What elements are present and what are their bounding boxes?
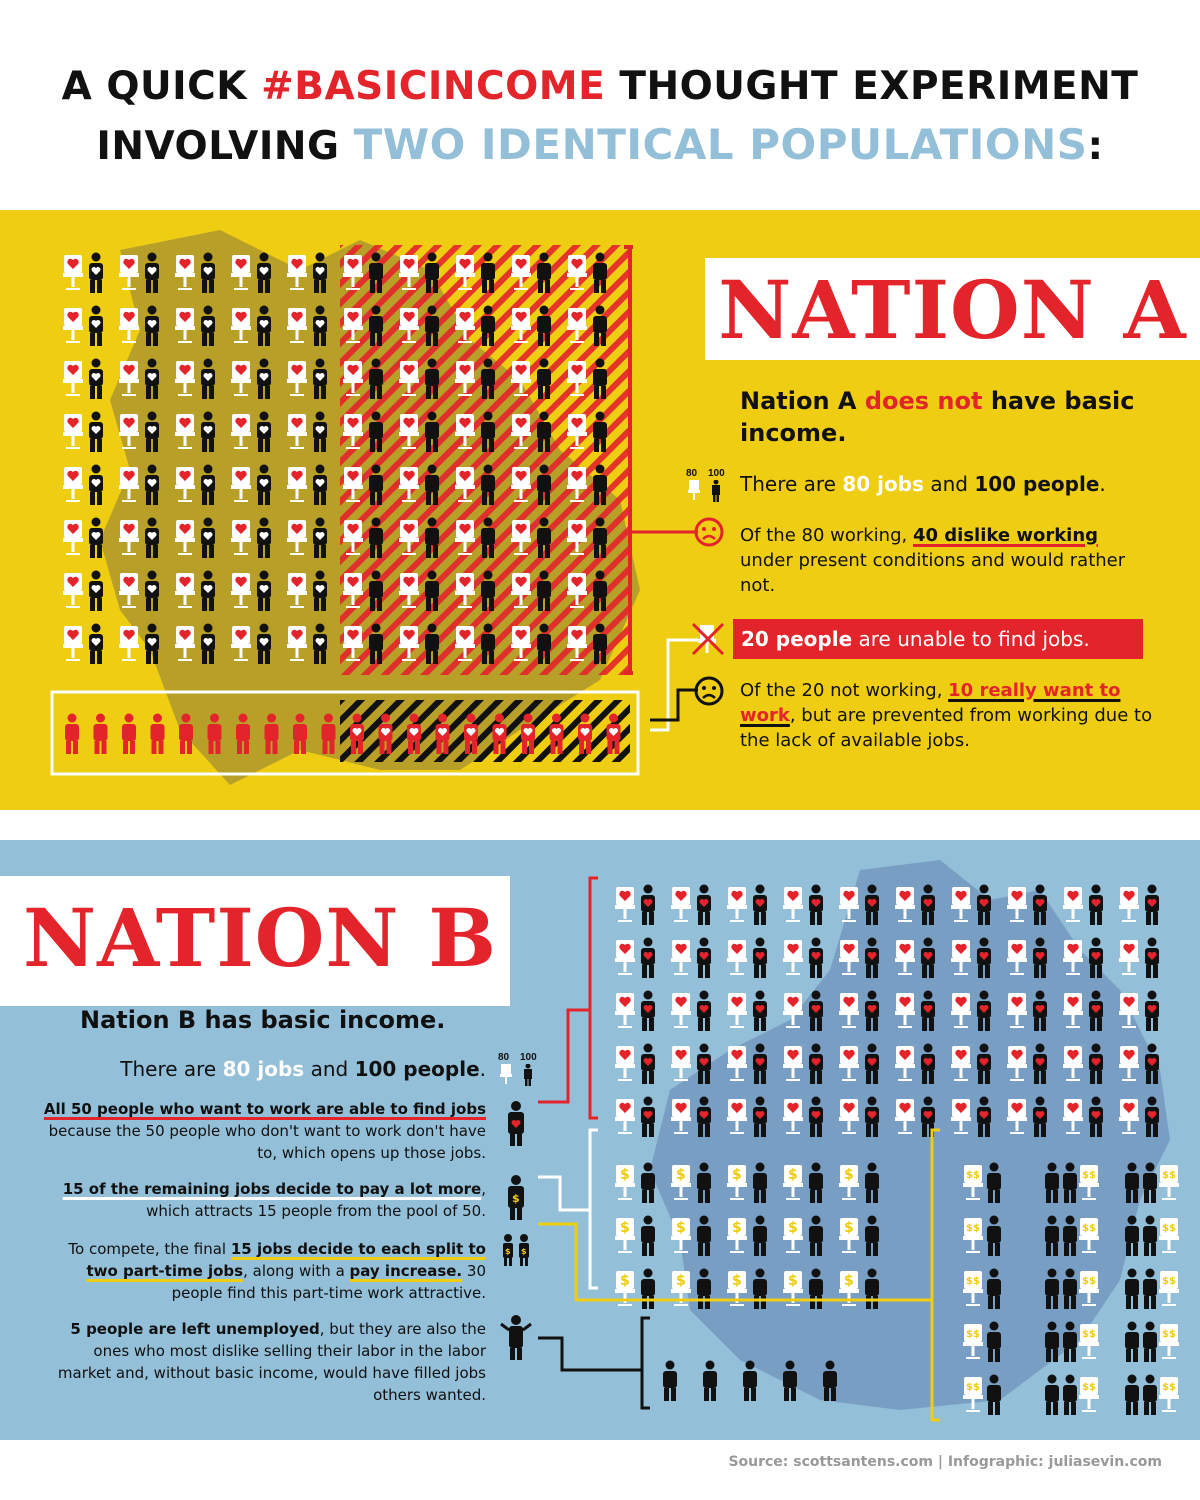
svg-text:$$: $$ [1162, 1329, 1176, 1340]
chair-icon [175, 626, 195, 660]
nation-b-heading: NATION B [22, 891, 498, 985]
svg-text:$: $ [620, 1167, 630, 1183]
chair-icon [119, 255, 139, 289]
chair-icon [63, 573, 83, 607]
chair-icon [63, 626, 83, 660]
svg-text:$$: $$ [1082, 1329, 1096, 1340]
person-icon [201, 306, 215, 347]
person-icon [322, 714, 336, 755]
svg-text:$: $ [620, 1273, 630, 1289]
chair-icon [63, 255, 83, 289]
svg-text:$: $ [676, 1167, 686, 1183]
person-icon [257, 571, 271, 612]
chair-icon [287, 520, 307, 554]
person-icon [987, 1322, 1001, 1363]
person-icon [1125, 1375, 1139, 1416]
person-icon [1125, 1322, 1139, 1363]
person-icon [1089, 1044, 1103, 1085]
svg-text:$: $ [732, 1220, 742, 1236]
nation-b-panel [0, 840, 1200, 1440]
chair-icon [119, 520, 139, 554]
person-icon [89, 624, 103, 665]
nation-b-connectors [530, 870, 970, 1430]
svg-text:$$: $$ [1082, 1223, 1096, 1234]
chair-icon [1063, 940, 1083, 974]
nation-a-lead: Nation A does not have basic income. [740, 387, 1135, 447]
person-icon [977, 885, 991, 926]
chair-icon [287, 308, 307, 342]
person-icon [313, 253, 327, 294]
chair-icon [119, 467, 139, 501]
chair-icon [1079, 1165, 1099, 1199]
person-icon [145, 306, 159, 347]
person-icon [1063, 1163, 1077, 1204]
person-icon [1089, 991, 1103, 1032]
chair-icon [1007, 993, 1027, 1027]
svg-text:$: $ [788, 1167, 798, 1183]
person-icon [1125, 1216, 1139, 1257]
person-icon [236, 714, 250, 755]
chair-icon [231, 308, 251, 342]
chair-icon [1159, 1377, 1179, 1411]
chair-icon [175, 255, 195, 289]
chair-icon [119, 308, 139, 342]
nation-b-lead: Nation B has basic income. [80, 1006, 446, 1034]
chair-icon [231, 467, 251, 501]
person-icon [987, 1375, 1001, 1416]
person-icon [1145, 1044, 1159, 1085]
chair-icon [119, 626, 139, 660]
person-icon [987, 1216, 1001, 1257]
page-title [0, 58, 1200, 176]
person-icon [1063, 1375, 1077, 1416]
crossed-chair-icon [690, 621, 726, 657]
person-icon [1045, 1269, 1059, 1310]
person-icon [145, 518, 159, 559]
nation-a-unemployed-row [50, 690, 650, 780]
chair-icon [231, 255, 251, 289]
person-icon [313, 465, 327, 506]
nation-a-jobs-grid [58, 245, 648, 680]
chair-icon [1119, 1099, 1139, 1133]
person-icon [1063, 1216, 1077, 1257]
chair-icon [231, 573, 251, 607]
person-icon [1145, 991, 1159, 1032]
person-icon [313, 359, 327, 400]
nation-a-unable-banner: 20 people are unable to find jobs. [733, 619, 1143, 659]
person-icon [179, 714, 193, 755]
chair-icon [175, 573, 195, 607]
person-icon [145, 412, 159, 453]
nation-b-paragraph-1: All 50 people who want to work are able to find jobs because the 50 people who don't want to work don't have to, which opens up those jobs. [43, 1100, 486, 1162]
chair-icon [1079, 1377, 1099, 1411]
person-icon [257, 624, 271, 665]
chair-icon [1007, 940, 1027, 974]
chair-icon [1063, 1046, 1083, 1080]
chair-person-icon [686, 480, 734, 502]
person-icon [313, 412, 327, 453]
person-icon [94, 714, 108, 755]
jobs-people-icon: 80 100 [498, 1052, 546, 1086]
chair-icon [119, 573, 139, 607]
person-icon [257, 465, 271, 506]
chair-icon [1063, 1099, 1083, 1133]
person-icon [89, 412, 103, 453]
svg-text:$: $ [521, 1247, 527, 1256]
person-icon [313, 624, 327, 665]
person-icon [201, 624, 215, 665]
person-icon [201, 412, 215, 453]
nation-b-paragraph-3: To compete, the final 15 jobs decide to each split to two part-time jobs, along with a pay increase. 30 people find this part-time work attractive. [68, 1240, 486, 1302]
sad-face-dark-icon [693, 675, 725, 707]
person-icon [1033, 1097, 1047, 1138]
nation-b-heading-box [0, 876, 510, 1006]
person-icon [977, 1044, 991, 1085]
person-icon [1063, 1269, 1077, 1310]
chair-icon [1007, 887, 1027, 921]
person-icon [313, 306, 327, 347]
chair-icon [1159, 1165, 1179, 1199]
chair-icon [175, 308, 195, 342]
nation-a-heading-box [705, 258, 1200, 360]
nation-a-jobs-stat: There are 80 jobs and 100 people. [740, 472, 1106, 496]
sad-face-icon [693, 516, 725, 548]
person-icon [987, 1163, 1001, 1204]
person-icon [89, 571, 103, 612]
person-icon [122, 714, 136, 755]
chair-icon [1007, 1046, 1027, 1080]
person-icon [201, 359, 215, 400]
person-icon [1045, 1322, 1059, 1363]
person-icon [151, 714, 165, 755]
svg-text:$: $ [844, 1273, 854, 1289]
chair-icon [287, 361, 307, 395]
chair-icon [1079, 1218, 1099, 1252]
person-icon [257, 518, 271, 559]
nation-b-paragraph-4: 5 people are left unemployed, but they are also the ones who most dislike selling their labor in the labor market and, without basic income, would have filled jobs others wanted. [57, 1320, 486, 1404]
person-icon [1143, 1216, 1157, 1257]
chair-icon [63, 361, 83, 395]
person-icon [257, 359, 271, 400]
person-icon [89, 359, 103, 400]
person-icon [65, 714, 79, 755]
footer-credit: Source: scottsantens.com | Infographic: juliasevin.com [728, 1454, 1162, 1470]
person-icon [201, 518, 215, 559]
svg-text:$: $ [788, 1220, 798, 1236]
nation-b-paragraph-2: 15 of the remaining jobs decide to pay a lot more, which attracts 15 people from the pool of 50. [62, 1180, 486, 1220]
chair-icon [1079, 1271, 1099, 1305]
svg-text:$: $ [732, 1167, 742, 1183]
chair-icon [231, 626, 251, 660]
jobs-people-icon: 80 100 [686, 468, 734, 502]
chair-icon [63, 467, 83, 501]
svg-text:$$: $$ [1162, 1276, 1176, 1287]
person-icon [1125, 1163, 1139, 1204]
svg-text:$$: $$ [1162, 1223, 1176, 1234]
person-icon [1125, 1269, 1139, 1310]
chair-icon [175, 361, 195, 395]
nation-b-jobs-stat: There are 80 jobs and 100 people. [120, 1057, 486, 1081]
person-icon [145, 253, 159, 294]
person-icon [145, 359, 159, 400]
title-line-1: A QUICK #BASICINCOME THOUGHT EXPERIMENT [61, 64, 1139, 109]
svg-text:$: $ [505, 1247, 511, 1256]
person-icon [1089, 1097, 1103, 1138]
chair-icon [1007, 1099, 1027, 1133]
chair-icon [287, 467, 307, 501]
nation-a-heading: NATION A [718, 263, 1187, 357]
svg-text:$: $ [512, 1192, 520, 1205]
chair-icon [63, 520, 83, 554]
nation-a-panel [0, 210, 1200, 810]
person-icon [208, 714, 222, 755]
person-icon [1145, 938, 1159, 979]
chair-icon [231, 414, 251, 448]
hashtag: #BASICINCOME [261, 64, 606, 109]
person-icon [313, 518, 327, 559]
person-icon [1033, 1044, 1047, 1085]
chair-icon [231, 520, 251, 554]
svg-text:$$: $$ [1082, 1276, 1096, 1287]
chair-icon [1063, 993, 1083, 1027]
chair-icon [1159, 1218, 1179, 1252]
svg-text:$: $ [620, 1220, 630, 1236]
person-icon [145, 624, 159, 665]
svg-text:$$: $$ [966, 1382, 980, 1393]
person-icon [313, 571, 327, 612]
chair-icon [287, 626, 307, 660]
person-icon [1063, 1322, 1077, 1363]
person-icon [1045, 1375, 1059, 1416]
person-icon [293, 714, 307, 755]
person-icon [201, 465, 215, 506]
footer [0, 1440, 1200, 1500]
person-icon [1089, 938, 1103, 979]
person-icon [1045, 1163, 1059, 1204]
chair-icon [175, 467, 195, 501]
chair-icon [1159, 1324, 1179, 1358]
svg-text:$$: $$ [1162, 1382, 1176, 1393]
person-icon [1143, 1269, 1157, 1310]
svg-text:$$: $$ [966, 1170, 980, 1181]
nation-a-dislike-stat: Of the 80 working, 40 dislike working under present conditions and would rather not. [740, 525, 1126, 596]
person-icon [201, 253, 215, 294]
person-icon [257, 253, 271, 294]
chair-icon [287, 255, 307, 289]
person-icon [89, 253, 103, 294]
chair-icon [119, 361, 139, 395]
chair-icon [1119, 993, 1139, 1027]
svg-text:$: $ [732, 1273, 742, 1289]
chair-icon [1159, 1271, 1179, 1305]
person-icon [987, 1269, 1001, 1310]
svg-text:$: $ [788, 1273, 798, 1289]
person-icon [1143, 1375, 1157, 1416]
chair-icon [287, 414, 307, 448]
chair-icon [1063, 887, 1083, 921]
person-icon [1145, 1097, 1159, 1138]
svg-text:$: $ [844, 1220, 854, 1236]
svg-text:$$: $$ [966, 1329, 980, 1340]
person-icon [1045, 1216, 1059, 1257]
person-icon [977, 1097, 991, 1138]
person-icon [1033, 938, 1047, 979]
person-icon [1089, 885, 1103, 926]
chair-icon [119, 414, 139, 448]
chair-icon [63, 308, 83, 342]
person-icon [977, 991, 991, 1032]
chair-icon [231, 361, 251, 395]
person-icon [89, 306, 103, 347]
person-icon [89, 518, 103, 559]
chair-icon [175, 520, 195, 554]
person-icon [145, 465, 159, 506]
svg-text:$$: $$ [1082, 1382, 1096, 1393]
svg-text:$$: $$ [1082, 1170, 1096, 1181]
svg-text:$$: $$ [1162, 1170, 1176, 1181]
person-icon [201, 571, 215, 612]
person-icon [89, 465, 103, 506]
person-icon [1033, 885, 1047, 926]
svg-text:$$: $$ [966, 1223, 980, 1234]
person-icon [977, 938, 991, 979]
person-icon [1145, 885, 1159, 926]
person-icon [145, 571, 159, 612]
svg-text:$$: $$ [966, 1276, 980, 1287]
person-icon [257, 412, 271, 453]
title-line-2: INVOLVING TWO IDENTICAL POPULATIONS: [96, 120, 1104, 169]
chair-icon [1119, 887, 1139, 921]
chair-icon [63, 414, 83, 448]
svg-text:$: $ [844, 1167, 854, 1183]
chair-icon [287, 573, 307, 607]
person-icon [1143, 1163, 1157, 1204]
person-icon [1033, 991, 1047, 1032]
chair-icon [1119, 1046, 1139, 1080]
person-icon [1143, 1322, 1157, 1363]
chair-icon [1079, 1324, 1099, 1358]
nation-a-want-stat: Of the 20 not working, 10 really want to work, but are prevented from working due to the lack of available jobs. [740, 680, 1153, 751]
svg-text:$: $ [676, 1273, 686, 1289]
svg-text:$: $ [676, 1220, 686, 1236]
chair-icon [1119, 940, 1139, 974]
chair-icon [175, 414, 195, 448]
person-icon [257, 306, 271, 347]
person-icon [265, 714, 279, 755]
title-highlight: TWO IDENTICAL POPULATIONS [353, 120, 1088, 169]
